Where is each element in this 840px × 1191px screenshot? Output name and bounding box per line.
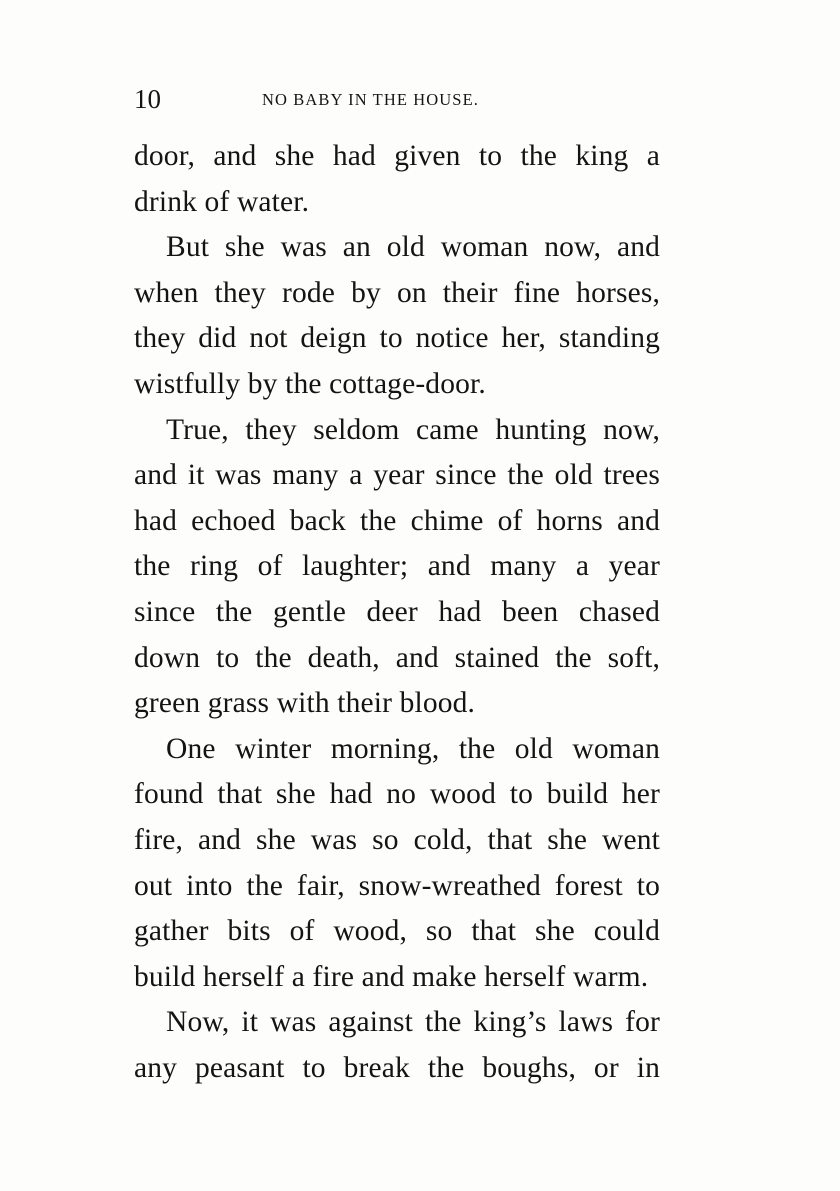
paragraph-first-line: Now, it was against the king’s laws for xyxy=(166,1006,660,1039)
text-line: the ring of laughter; and many a year xyxy=(134,550,660,583)
text-line: door, and she had given to the king a xyxy=(134,140,660,172)
text-line: down to the death, and stained the soft, xyxy=(134,641,660,674)
text-line: when they rode by on their fine horses, xyxy=(134,276,660,309)
text-line: build herself a fire and make herself warm. xyxy=(134,960,649,993)
text-line: since the gentle deer had been chased xyxy=(134,595,660,628)
text-line: fire, and she was so cold, that she went xyxy=(134,823,660,856)
text-line: wistfully by the cottage-door. xyxy=(134,367,486,400)
page-number: 10 xyxy=(134,84,161,114)
text-line: any peasant to break the boughs, or in xyxy=(134,1051,660,1084)
paragraph-first-line: One winter morning, the old woman xyxy=(166,732,660,765)
paragraph-first-line: True, they seldom came hunting now, xyxy=(166,413,660,446)
text-line: out into the fair, snow-wreathed forest to xyxy=(134,869,660,902)
text-line: green grass with their blood. xyxy=(134,687,476,720)
text-line: they did not deign to notice her, standing xyxy=(134,322,660,355)
text-line: gather bits of wood, so that she could xyxy=(134,915,660,948)
paragraph-first-line: But she was an old woman now, and xyxy=(166,231,660,264)
text-line: found that she had no wood to build her xyxy=(134,778,660,811)
running-head xyxy=(134,82,662,116)
text-line: had echoed back the chime of horns and xyxy=(134,504,660,537)
text-line: drink of water. xyxy=(134,185,310,218)
text-line: and it was many a year since the old trees xyxy=(134,459,660,492)
running-title: NO BABY IN THE HOUSE. xyxy=(262,90,479,109)
body-text xyxy=(134,134,660,1091)
